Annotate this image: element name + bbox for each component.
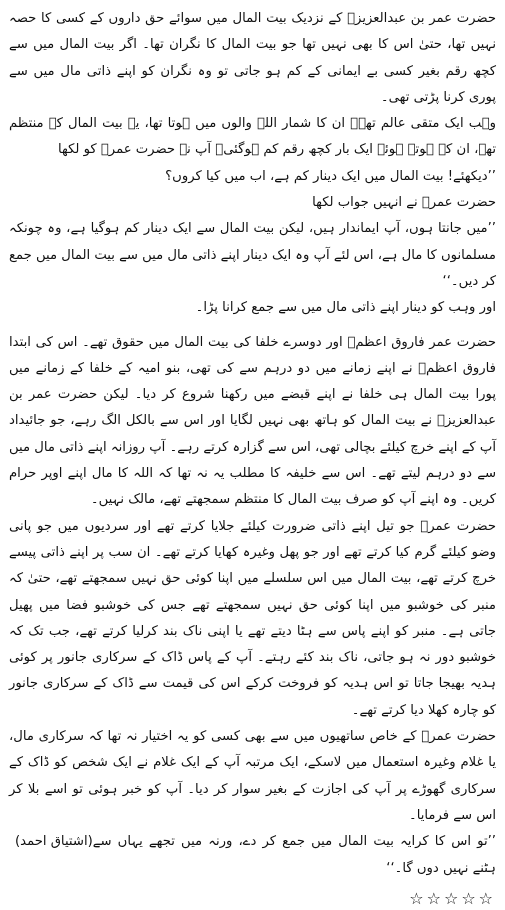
star-separator: ☆☆☆☆☆ [409,888,496,908]
closing-quote: ’’تو اس کا کرایہ بیت المال میں جمع کر دے، ورنہ میں تجھے یہاں سے ہٹنے نہیں دوں گا۔‘‘ [92,834,496,876]
author-signature: (اشتیاق احمد) [15,834,93,850]
paragraph-9: حضرت عمرؒ کے خاص ساتھیوں میں سے بھی کسی کو یہ اختیار نہ تھا کہ سرکاری مال، یا غلام وغیرہ استعمال میں لاسکے، ایک مرتبہ آپ کے ایک غلام نے ایک شخص کو ڈاک کے سرکاری گھوڑے پر آپ کی اجازت کے بغیر سوار کر دیا۔ آپ کو خبر ہوئی تو اسے بلا کر اس سے فرمایا۔ [9,729,496,823]
quote-line-1: ’’دیکھئے! بیت المال میں ایک دینار کم ہے، اب میں کیا کروں؟ [165,168,496,184]
paragraph-6: اور وہب کو دینار اپنے ذاتی مال میں سے جمع کرانا پڑا۔ [195,300,496,316]
closing-line [9,829,496,882]
paragraph-8: حضرت عمرؒ جو تیل اپنے ذاتی ضرورت کیلئے جلایا کرتے تھے اور سردیوں میں جو پانی وضو کیلئے گرم کیا کرتے تھے اور جو پھل وغیرہ کھایا کرتے تھے۔ ان سب پر اپنے ذاتی پیسے خرچ کرتے تھے، بیت المال میں اس سلسلے میں اپنا کوئی حق نہیں سمجھتے تھے، حتیٰ کہ منبر کی خوشبو میں اپنا کوئی حق نہیں سمجھتے تھے جس کی خوشبو فضا میں پھیل جاتی ہے۔ منبر کو اپنے پاس سے ہٹا دیتے تھے یا اپنی ناک بند کرلیا کرتے تھے، جب تک کہ خوشبو دور نہ ہو جاتی، ناک بند کئے رہتے۔ آپ کے پاس ڈاک کے سرکاری جانور پر کوئی ہدیہ بھیجا جاتا تو اس ہدیہ کو فروخت کرکے اس کی قیمت سے ڈاک کے سرکاری جانور کو چارہ کھلا دیا کرتے تھے۔ [9,518,496,718]
paragraph-7: حضرت عمر فاروق اعظمؓ اور دوسرے خلفا کی بیت المال میں حقوق تھے۔ اس کی ابتدا فاروق اعظمؓ نے اپنے زمانے میں دو درہم سے کی تھی، بنو امیہ کے خلفا کے زمانے میں پورا بیت المال ہی خلفا نے اپنے قبضے میں رکھنا شروع کر دیا۔ لیکن حضرت عمر بن عبدالعزیزؒ نے بیت المال کو ہاتھ بھی نہیں لگایا اور اس سے بالکل الگ رہے، جو جائیداد آپ کے اپنے خرچ کیلئے بچالی تھی، اس سے گزارہ کرتے رہے۔ آپ روزانہ اپنے ذاتی مال میں سے دو درہم لیتے تھے۔ اس سے خلیفہ کا مطلب یہ نہ تھا کہ اللہ کا مال اپنے اوپر حرام کریں۔ وہ اپنے آپ کو صرف بیت المال کا منتظم سمجھتے تھے، مالک نہیں۔ [9,334,496,508]
paragraph-4: حضرت عمرؒ نے انہیں جواب لکھا [312,195,496,211]
quote-line-2: ’’میں جانتا ہوں، آپ ایماندار ہیں، لیکن بیت المال سے ایک دینار کم ہوگیا ہے، وہ چونکہ مسلمانوں کا مال ہے، اس لئے آپ وہ ایک دینار اپنے ذاتی مال میں سے بیت المال میں جمع کر دیں۔‘‘ [9,221,496,289]
paragraph-1: حضرت عمر بن عبدالعزیزؒ کے نزدیک بیت المال میں سوائے حق داروں کے کسی کا حصہ نہیں تھا، حتیٰ اس کا بھی نہیں تھا جو بیت المال کا نگران تھا۔ اگر بیت المال میں سے کچھ رقم بغیر کسی بے ایمانی کے کم ہو جاتی تو وہ نگران کو اپنے ذاتی مال میں سے پوری کرنا پڑتی تھی۔ [9,11,496,105]
paragraph-2: وہب ایک متقی عالم تھے۔ ان کا شمار اللہ والوں میں ہوتا تھا، یہ بیت المال کے منتظم تھے، ان کے ہوتے ہوئے ایک بار کچھ رقم کم ہوگئی۔ آپ نے حضرت عمرؒ کو لکھا [9,116,496,158]
